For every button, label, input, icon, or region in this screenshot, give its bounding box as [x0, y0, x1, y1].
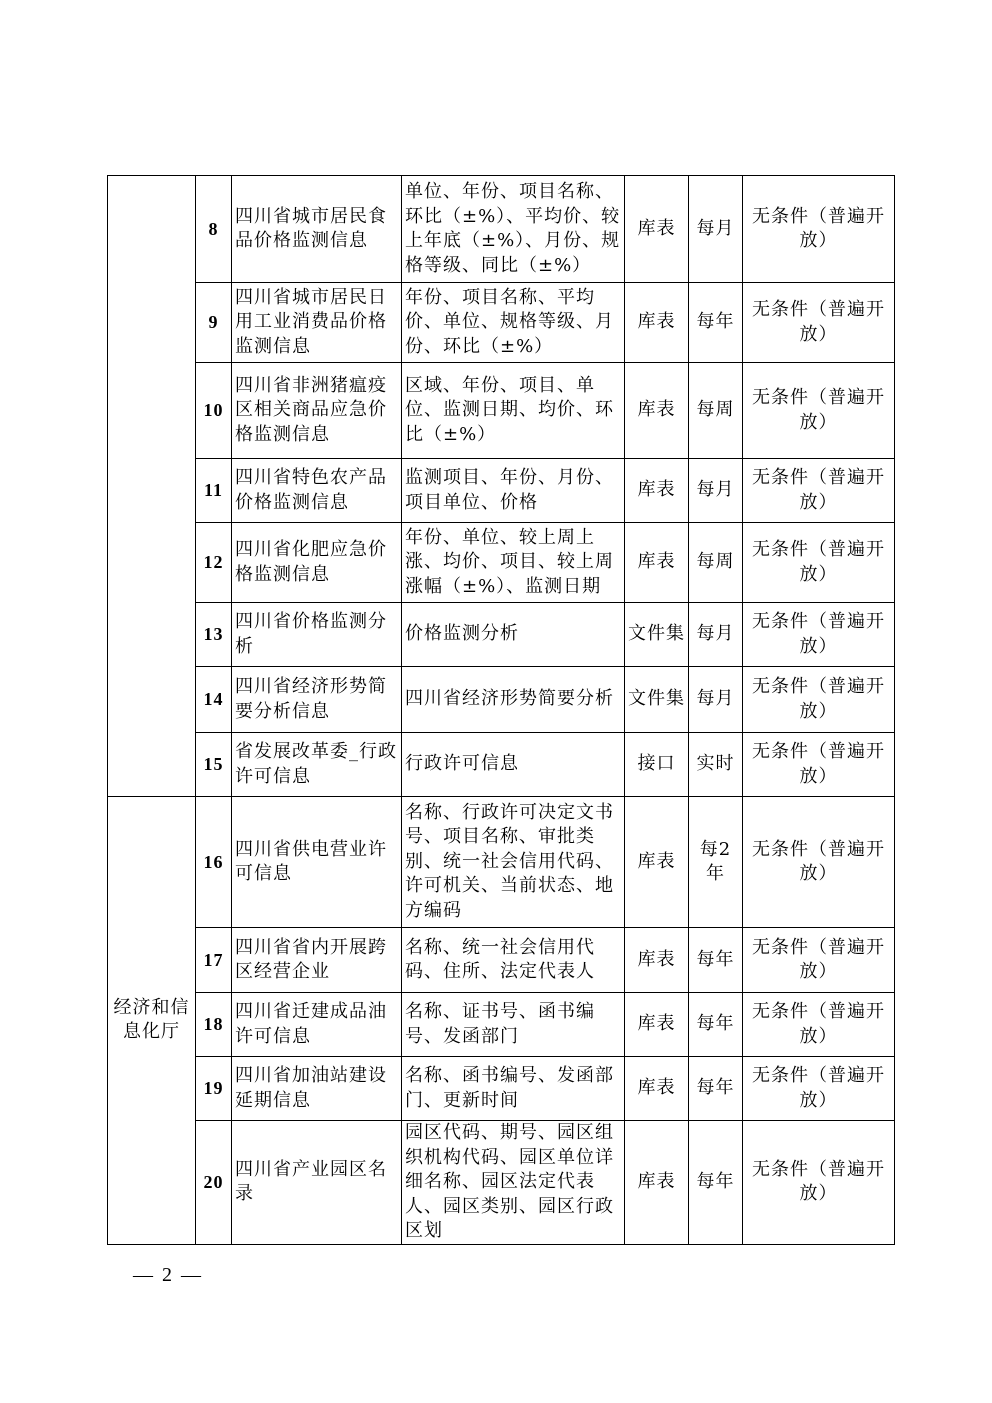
data-items: 园区代码、期号、园区组织机构代码、园区单位详细名称、园区法定代表人、园区类别、园区行政区划	[402, 1121, 625, 1245]
data-items: 区域、年份、项目、单位、监测日期、均价、环比（±%）	[402, 363, 625, 459]
row-number: 8	[196, 176, 232, 283]
open-condition: 无条件（普遍开放）	[743, 797, 895, 928]
update-frequency: 每年	[689, 1057, 743, 1121]
data-items: 单位、年份、项目名称、环比（±%）、平均价、较上年底（±%）、月份、规格等级、同比（±%）	[402, 176, 625, 283]
update-frequency: 每2年	[689, 797, 743, 928]
row-number: 14	[196, 667, 232, 733]
resource-name: 四川省加油站建设延期信息	[232, 1057, 402, 1121]
update-frequency: 每月	[689, 603, 743, 667]
open-condition: 无条件（普遍开放）	[743, 928, 895, 993]
update-frequency: 每周	[689, 363, 743, 459]
resource-name: 四川省城市居民日用工业消费品价格监测信息	[232, 283, 402, 363]
resource-format: 接口	[625, 733, 689, 797]
table-row	[108, 1121, 895, 1245]
update-frequency: 每年	[689, 928, 743, 993]
open-condition: 无条件（普遍开放）	[743, 993, 895, 1057]
resource-name: 四川省供电营业许可信息	[232, 797, 402, 928]
open-condition: 无条件（普遍开放）	[743, 459, 895, 523]
update-frequency: 每年	[689, 993, 743, 1057]
update-frequency: 实时	[689, 733, 743, 797]
resource-format: 库表	[625, 459, 689, 523]
data-items: 名称、证书号、函书编号、发函部门	[402, 993, 625, 1057]
data-items: 名称、函书编号、发函部门、更新时间	[402, 1057, 625, 1121]
data-items: 价格监测分析	[402, 603, 625, 667]
resource-name: 四川省价格监测分析	[232, 603, 402, 667]
resource-format: 库表	[625, 363, 689, 459]
resource-name: 四川省化肥应急价格监测信息	[232, 523, 402, 603]
department-cell	[108, 176, 196, 797]
data-items: 年份、项目名称、平均价、单位、规格等级、月份、环比（±%）	[402, 283, 625, 363]
table-row	[108, 733, 895, 797]
resource-name: 四川省经济形势简要分析信息	[232, 667, 402, 733]
update-frequency: 每月	[689, 667, 743, 733]
table-row	[108, 1057, 895, 1121]
row-number: 15	[196, 733, 232, 797]
update-frequency: 每年	[689, 283, 743, 363]
department-cell: 经济和信息化厅	[108, 797, 196, 1245]
resource-format: 库表	[625, 928, 689, 993]
row-number: 19	[196, 1057, 232, 1121]
update-frequency: 每年	[689, 1121, 743, 1245]
resource-name: 四川省迁建成品油许可信息	[232, 993, 402, 1057]
row-number: 10	[196, 363, 232, 459]
table-row	[108, 993, 895, 1057]
table-row	[108, 176, 895, 283]
resource-format: 文件集	[625, 603, 689, 667]
resource-format: 库表	[625, 176, 689, 283]
resource-format: 库表	[625, 523, 689, 603]
row-number: 13	[196, 603, 232, 667]
resource-format: 库表	[625, 283, 689, 363]
table-row	[108, 363, 895, 459]
data-items: 年份、单位、较上周上涨、均价、项目、较上周涨幅（±%）、监测日期	[402, 523, 625, 603]
open-condition: 无条件（普遍开放）	[743, 733, 895, 797]
resource-name: 四川省省内开展跨区经营企业	[232, 928, 402, 993]
data-items: 名称、统一社会信用代码、住所、法定代表人	[402, 928, 625, 993]
resource-name: 四川省产业园区名录	[232, 1121, 402, 1245]
resource-name: 四川省特色农产品价格监测信息	[232, 459, 402, 523]
row-number: 9	[196, 283, 232, 363]
table-row	[108, 523, 895, 603]
resource-name: 四川省非洲猪瘟疫区相关商品应急价格监测信息	[232, 363, 402, 459]
data-items: 名称、行政许可决定文书号、项目名称、审批类别、统一社会信用代码、许可机关、当前状态、地方编码	[402, 797, 625, 928]
data-items: 行政许可信息	[402, 733, 625, 797]
open-condition: 无条件（普遍开放）	[743, 363, 895, 459]
open-condition: 无条件（普遍开放）	[743, 176, 895, 283]
resource-format: 文件集	[625, 667, 689, 733]
row-number: 11	[196, 459, 232, 523]
data-catalog-table	[107, 175, 895, 1245]
resource-name: 四川省城市居民食品价格监测信息	[232, 176, 402, 283]
open-condition: 无条件（普遍开放）	[743, 667, 895, 733]
table-row	[108, 797, 895, 928]
resource-format: 库表	[625, 993, 689, 1057]
row-number: 16	[196, 797, 232, 928]
row-number: 18	[196, 993, 232, 1057]
update-frequency: 每周	[689, 523, 743, 603]
open-condition: 无条件（普遍开放）	[743, 283, 895, 363]
update-frequency: 每月	[689, 176, 743, 283]
row-number: 12	[196, 523, 232, 603]
data-items: 监测项目、年份、月份、项目单位、价格	[402, 459, 625, 523]
data-items: 四川省经济形势简要分析	[402, 667, 625, 733]
table-row	[108, 667, 895, 733]
row-number: 17	[196, 928, 232, 993]
page-number: — 2 —	[133, 1264, 203, 1286]
resource-name: 省发展改革委_行政许可信息	[232, 733, 402, 797]
resource-format: 库表	[625, 797, 689, 928]
open-condition: 无条件（普遍开放）	[743, 603, 895, 667]
resource-format: 库表	[625, 1121, 689, 1245]
open-condition: 无条件（普遍开放）	[743, 523, 895, 603]
update-frequency: 每月	[689, 459, 743, 523]
table-row	[108, 928, 895, 993]
open-condition: 无条件（普遍开放）	[743, 1121, 895, 1245]
open-condition: 无条件（普遍开放）	[743, 1057, 895, 1121]
row-number: 20	[196, 1121, 232, 1245]
table-row	[108, 459, 895, 523]
table-row	[108, 283, 895, 363]
table-row	[108, 603, 895, 667]
resource-format: 库表	[625, 1057, 689, 1121]
